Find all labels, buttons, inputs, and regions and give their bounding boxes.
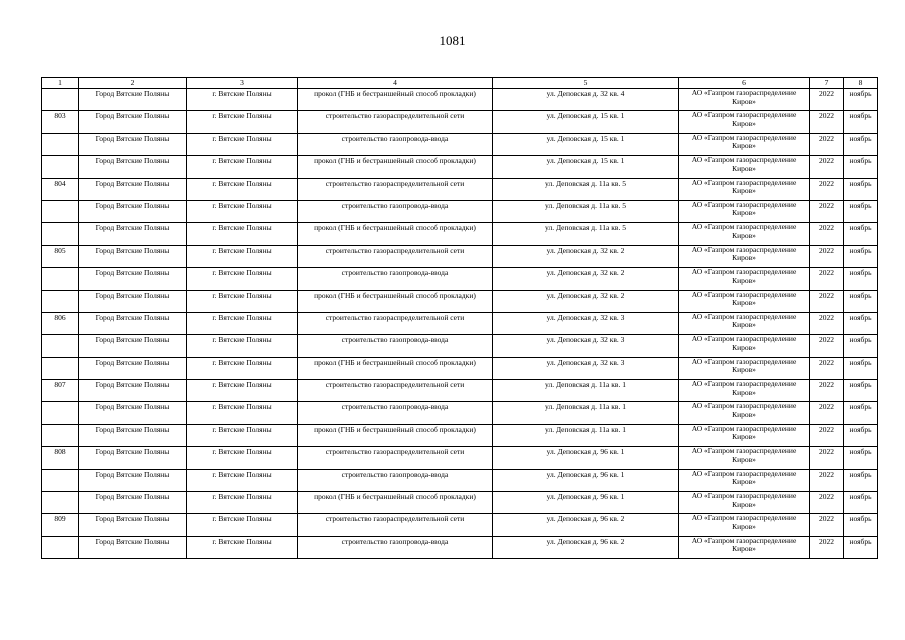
settlement-cell: г. Вятские Поляны <box>187 335 298 357</box>
organization-cell: АО «Газпром газораспределение Киров» <box>679 200 810 222</box>
work-type-cell: строительство газораспределительной сети <box>298 111 493 133</box>
month-cell: ноябрь <box>844 156 878 178</box>
settlement-cell: г. Вятские Поляны <box>187 200 298 222</box>
work-type-cell: строительство газопровода-ввода <box>298 536 493 558</box>
row-number-cell <box>42 402 79 424</box>
month-cell: ноябрь <box>844 133 878 155</box>
work-type-cell: строительство газопровода-ввода <box>298 200 493 222</box>
table-row <box>42 447 878 469</box>
municipality-cell: Город Вятские Поляны <box>79 200 187 222</box>
work-type-cell: строительство газораспределительной сети <box>298 514 493 536</box>
settlement-cell: г. Вятские Поляны <box>187 312 298 334</box>
year-cell: 2022 <box>810 514 844 536</box>
municipality-cell: Город Вятские Поляны <box>79 133 187 155</box>
work-type-cell: прокол (ГНБ и бестраншейный способ прокладки) <box>298 290 493 312</box>
settlement-cell: г. Вятские Поляны <box>187 357 298 379</box>
year-cell: 2022 <box>810 111 844 133</box>
organization-cell: АО «Газпром газораспределение Киров» <box>679 380 810 402</box>
address-cell: ул. Деповская д. 32 кв. 2 <box>493 290 679 312</box>
table-row <box>42 380 878 402</box>
municipality-cell: Город Вятские Поляны <box>79 156 187 178</box>
row-number-cell <box>42 469 79 491</box>
year-cell: 2022 <box>810 89 844 111</box>
table-row <box>42 402 878 424</box>
settlement-cell: г. Вятские Поляны <box>187 380 298 402</box>
month-cell: ноябрь <box>844 424 878 446</box>
work-type-cell: строительство газопровода-ввода <box>298 335 493 357</box>
municipality-cell: Город Вятские Поляны <box>79 536 187 558</box>
table-row <box>42 492 878 514</box>
month-cell: ноябрь <box>844 469 878 491</box>
row-number-cell: 809 <box>42 514 79 536</box>
month-cell: ноябрь <box>844 402 878 424</box>
year-cell: 2022 <box>810 402 844 424</box>
month-cell: ноябрь <box>844 514 878 536</box>
year-cell: 2022 <box>810 335 844 357</box>
settlement-cell: г. Вятские Поляны <box>187 290 298 312</box>
work-type-cell: строительство газопровода-ввода <box>298 469 493 491</box>
municipality-cell: Город Вятские Поляны <box>79 268 187 290</box>
month-cell: ноябрь <box>844 223 878 245</box>
settlement-cell: г. Вятские Поляны <box>187 447 298 469</box>
municipality-cell: Город Вятские Поляны <box>79 424 187 446</box>
work-type-cell: прокол (ГНБ и бестраншейный способ прокладки) <box>298 223 493 245</box>
work-type-cell: строительство газораспределительной сети <box>298 178 493 200</box>
address-cell: ул. Деповская д. 32 кв. 3 <box>493 357 679 379</box>
work-type-cell: прокол (ГНБ и бестраншейный способ прокладки) <box>298 357 493 379</box>
work-type-cell: строительство газораспределительной сети <box>298 447 493 469</box>
table-row <box>42 312 878 334</box>
settlement-cell: г. Вятские Поляны <box>187 424 298 446</box>
address-cell: ул. Деповская д. 11а кв. 1 <box>493 380 679 402</box>
month-cell: ноябрь <box>844 335 878 357</box>
address-cell: ул. Деповская д. 11а кв. 5 <box>493 200 679 222</box>
work-type-cell: строительство газораспределительной сети <box>298 245 493 267</box>
month-cell: ноябрь <box>844 268 878 290</box>
table-row <box>42 268 878 290</box>
column-header-6: 6 <box>679 78 810 89</box>
year-cell: 2022 <box>810 357 844 379</box>
table-row <box>42 514 878 536</box>
month-cell: ноябрь <box>844 492 878 514</box>
settlement-cell: г. Вятские Поляны <box>187 514 298 536</box>
year-cell: 2022 <box>810 223 844 245</box>
column-header-5: 5 <box>493 78 679 89</box>
address-cell: ул. Деповская д. 96 кв. 1 <box>493 447 679 469</box>
month-cell: ноябрь <box>844 111 878 133</box>
municipality-cell: Город Вятские Поляны <box>79 223 187 245</box>
table-row <box>42 357 878 379</box>
year-cell: 2022 <box>810 312 844 334</box>
table-row <box>42 536 878 558</box>
organization-cell: АО «Газпром газораспределение Киров» <box>679 245 810 267</box>
municipality-cell: Город Вятские Поляны <box>79 335 187 357</box>
municipality-cell: Город Вятские Поляны <box>79 245 187 267</box>
month-cell: ноябрь <box>844 290 878 312</box>
row-number-cell <box>42 156 79 178</box>
column-header-3: 3 <box>187 78 298 89</box>
municipality-cell: Город Вятские Поляны <box>79 290 187 312</box>
row-number-cell <box>42 424 79 446</box>
settlement-cell: г. Вятские Поляны <box>187 245 298 267</box>
month-cell: ноябрь <box>844 89 878 111</box>
row-number-cell <box>42 268 79 290</box>
municipality-cell: Город Вятские Поляны <box>79 469 187 491</box>
table-row <box>42 89 878 111</box>
organization-cell: АО «Газпром газораспределение Киров» <box>679 424 810 446</box>
column-header-1: 1 <box>42 78 79 89</box>
header-row <box>42 78 878 89</box>
address-cell: ул. Деповская д. 32 кв. 3 <box>493 335 679 357</box>
municipality-cell: Город Вятские Поляны <box>79 492 187 514</box>
table-row <box>42 469 878 491</box>
month-cell: ноябрь <box>844 536 878 558</box>
settlement-cell: г. Вятские Поляны <box>187 402 298 424</box>
address-cell: ул. Деповская д. 11а кв. 1 <box>493 402 679 424</box>
settlement-cell: г. Вятские Поляны <box>187 89 298 111</box>
year-cell: 2022 <box>810 290 844 312</box>
table-row <box>42 178 878 200</box>
settlement-cell: г. Вятские Поляны <box>187 492 298 514</box>
address-cell: ул. Деповская д. 32 кв. 2 <box>493 268 679 290</box>
table-header <box>42 78 878 89</box>
organization-cell: АО «Газпром газораспределение Киров» <box>679 536 810 558</box>
municipality-cell: Город Вятские Поляны <box>79 357 187 379</box>
organization-cell: АО «Газпром газораспределение Киров» <box>679 469 810 491</box>
year-cell: 2022 <box>810 133 844 155</box>
organization-cell: АО «Газпром газораспределение Киров» <box>679 156 810 178</box>
month-cell: ноябрь <box>844 312 878 334</box>
address-cell: ул. Деповская д. 11а кв. 5 <box>493 223 679 245</box>
month-cell: ноябрь <box>844 447 878 469</box>
settlement-cell: г. Вятские Поляны <box>187 111 298 133</box>
year-cell: 2022 <box>810 156 844 178</box>
address-cell: ул. Деповская д. 96 кв. 1 <box>493 492 679 514</box>
table-row <box>42 424 878 446</box>
year-cell: 2022 <box>810 200 844 222</box>
month-cell: ноябрь <box>844 200 878 222</box>
year-cell: 2022 <box>810 492 844 514</box>
organization-cell: АО «Газпром газораспределение Киров» <box>679 290 810 312</box>
year-cell: 2022 <box>810 447 844 469</box>
table-row <box>42 335 878 357</box>
organization-cell: АО «Газпром газораспределение Киров» <box>679 268 810 290</box>
work-type-cell: строительство газопровода-ввода <box>298 268 493 290</box>
year-cell: 2022 <box>810 178 844 200</box>
table-row <box>42 290 878 312</box>
work-type-cell: прокол (ГНБ и бестраншейный способ прокладки) <box>298 89 493 111</box>
settlement-cell: г. Вятские Поляны <box>187 223 298 245</box>
work-type-cell: строительство газопровода-ввода <box>298 402 493 424</box>
address-cell: ул. Деповская д. 11а кв. 5 <box>493 178 679 200</box>
table-body <box>42 89 878 559</box>
work-type-cell: строительство газораспределительной сети <box>298 312 493 334</box>
registry-table <box>41 77 878 559</box>
table-row <box>42 133 878 155</box>
row-number-cell: 807 <box>42 380 79 402</box>
organization-cell: АО «Газпром газораспределение Киров» <box>679 223 810 245</box>
work-type-cell: прокол (ГНБ и бестраншейный способ прокладки) <box>298 424 493 446</box>
row-number-cell: 803 <box>42 111 79 133</box>
settlement-cell: г. Вятские Поляны <box>187 268 298 290</box>
municipality-cell: Город Вятские Поляны <box>79 447 187 469</box>
row-number-cell <box>42 536 79 558</box>
organization-cell: АО «Газпром газораспределение Киров» <box>679 492 810 514</box>
row-number-cell <box>42 200 79 222</box>
column-header-8: 8 <box>844 78 878 89</box>
table-row <box>42 223 878 245</box>
municipality-cell: Город Вятские Поляны <box>79 111 187 133</box>
organization-cell: АО «Газпром газораспределение Киров» <box>679 514 810 536</box>
row-number-cell <box>42 89 79 111</box>
work-type-cell: строительство газопровода-ввода <box>298 133 493 155</box>
address-cell: ул. Деповская д. 15 кв. 1 <box>493 133 679 155</box>
municipality-cell: Город Вятские Поляны <box>79 380 187 402</box>
organization-cell: АО «Газпром газораспределение Киров» <box>679 402 810 424</box>
organization-cell: АО «Газпром газораспределение Киров» <box>679 133 810 155</box>
row-number-cell <box>42 133 79 155</box>
row-number-cell: 806 <box>42 312 79 334</box>
month-cell: ноябрь <box>844 380 878 402</box>
row-number-cell: 808 <box>42 447 79 469</box>
municipality-cell: Город Вятские Поляны <box>79 312 187 334</box>
settlement-cell: г. Вятские Поляны <box>187 536 298 558</box>
address-cell: ул. Деповская д. 96 кв. 2 <box>493 514 679 536</box>
address-cell: ул. Деповская д. 96 кв. 1 <box>493 469 679 491</box>
organization-cell: АО «Газпром газораспределение Киров» <box>679 89 810 111</box>
year-cell: 2022 <box>810 268 844 290</box>
row-number-cell: 804 <box>42 178 79 200</box>
row-number-cell <box>42 357 79 379</box>
address-cell: ул. Деповская д. 96 кв. 2 <box>493 536 679 558</box>
settlement-cell: г. Вятские Поляны <box>187 133 298 155</box>
address-cell: ул. Деповская д. 32 кв. 2 <box>493 245 679 267</box>
year-cell: 2022 <box>810 380 844 402</box>
municipality-cell: Город Вятские Поляны <box>79 514 187 536</box>
municipality-cell: Город Вятские Поляны <box>79 89 187 111</box>
row-number-cell <box>42 290 79 312</box>
organization-cell: АО «Газпром газораспределение Киров» <box>679 312 810 334</box>
table-row <box>42 200 878 222</box>
address-cell: ул. Деповская д. 32 кв. 3 <box>493 312 679 334</box>
settlement-cell: г. Вятские Поляны <box>187 469 298 491</box>
month-cell: ноябрь <box>844 178 878 200</box>
year-cell: 2022 <box>810 245 844 267</box>
column-header-7: 7 <box>810 78 844 89</box>
address-cell: ул. Деповская д. 15 кв. 1 <box>493 156 679 178</box>
row-number-cell <box>42 223 79 245</box>
settlement-cell: г. Вятские Поляны <box>187 156 298 178</box>
month-cell: ноябрь <box>844 245 878 267</box>
row-number-cell <box>42 335 79 357</box>
organization-cell: АО «Газпром газораспределение Киров» <box>679 357 810 379</box>
settlement-cell: г. Вятские Поляны <box>187 178 298 200</box>
month-cell: ноябрь <box>844 357 878 379</box>
organization-cell: АО «Газпром газораспределение Киров» <box>679 111 810 133</box>
work-type-cell: прокол (ГНБ и бестраншейный способ прокладки) <box>298 492 493 514</box>
address-cell: ул. Деповская д. 11а кв. 1 <box>493 424 679 446</box>
municipality-cell: Город Вятские Поляны <box>79 178 187 200</box>
column-header-2: 2 <box>79 78 187 89</box>
table-row <box>42 111 878 133</box>
year-cell: 2022 <box>810 536 844 558</box>
organization-cell: АО «Газпром газораспределение Киров» <box>679 335 810 357</box>
table-row <box>42 156 878 178</box>
row-number-cell <box>42 492 79 514</box>
municipality-cell: Город Вятские Поляны <box>79 402 187 424</box>
year-cell: 2022 <box>810 424 844 446</box>
address-cell: ул. Деповская д. 32 кв. 4 <box>493 89 679 111</box>
organization-cell: АО «Газпром газораспределение Киров» <box>679 447 810 469</box>
column-header-4: 4 <box>298 78 493 89</box>
page-number: 1081 <box>439 33 466 48</box>
table-row <box>42 245 878 267</box>
organization-cell: АО «Газпром газораспределение Киров» <box>679 178 810 200</box>
work-type-cell: строительство газораспределительной сети <box>298 380 493 402</box>
year-cell: 2022 <box>810 469 844 491</box>
address-cell: ул. Деповская д. 15 кв. 1 <box>493 111 679 133</box>
work-type-cell: прокол (ГНБ и бестраншейный способ прокладки) <box>298 156 493 178</box>
row-number-cell: 805 <box>42 245 79 267</box>
